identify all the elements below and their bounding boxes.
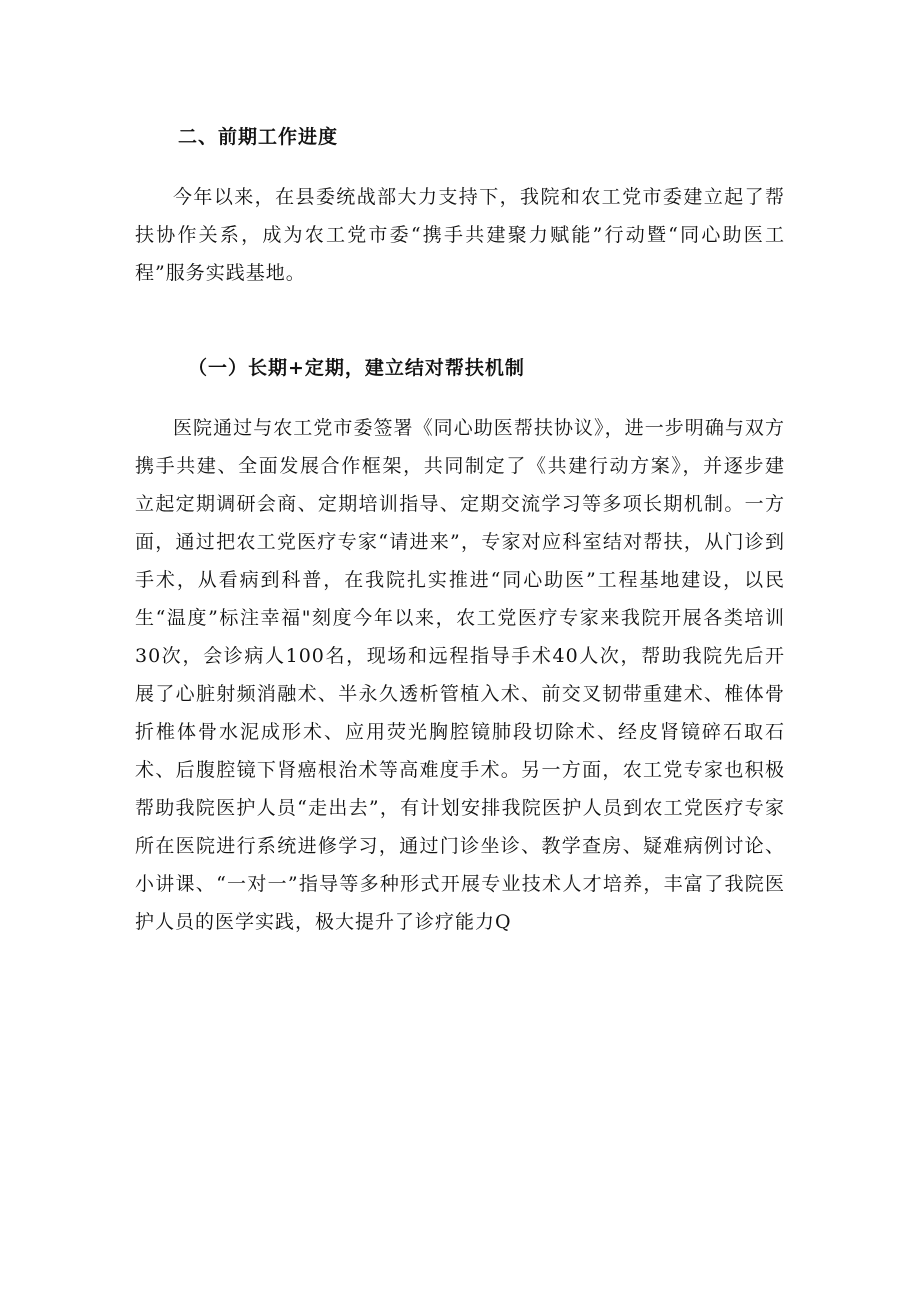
body-paragraph: 医院通过与农工党市委签署《同心助医帮扶协议》，进一步明确与双方携手共建、全面发展合作框架，共同制定了《共建行动方案》，并逐步建立起定期调研会商、定期培训指导、定期交流学习等多项长期机制。一方面，通过把农工党医疗专家“请进来”，专家对应科室结对帮扶，从门诊到手术，从看病到科普，在我院扎实推进“同心助医”工程基地建设，以民生“温度”标注幸福"刻度今年以来，农工党医疗专家来我院开展各类培训30次，会诊病人100名，现场和远程指导手术40人次，帮助我院先后开展了心脏射频消融术、半永久透析管植入术、前交叉韧带重建术、椎体骨折椎体骨水泥成形术、应用荧光胸腔镜肺段切除术、经皮肾镜碎石取石术、后腹腔镜下肾癌根治术等高难度手术。另一方面，农工党专家也积极帮助我院医护人员“走出去”，有计划安排我院医护人员到农工党医疗专家所在医院进行系统进修学习，通过门诊坐诊、教学查房、疑难病例讨论、小讲课、“一对一”指导等多种形式开展专业技术人才培养，丰富了我院医护人员的医学实践，极大提升了诊疗能力Q [135, 417, 785, 933]
section-heading: 二、前期工作进度 [178, 126, 339, 148]
subsection-heading: （一）长期+定期，建立结对帮扶机制 [188, 357, 525, 379]
intro-paragraph: 今年以来，在县委统战部大力支持下，我院和农工党市委建立起了帮扶协作关系，成为农工党市委“携手共建聚力赋能”行动暨“同心助医工程”服务实践基地。 [135, 186, 785, 284]
